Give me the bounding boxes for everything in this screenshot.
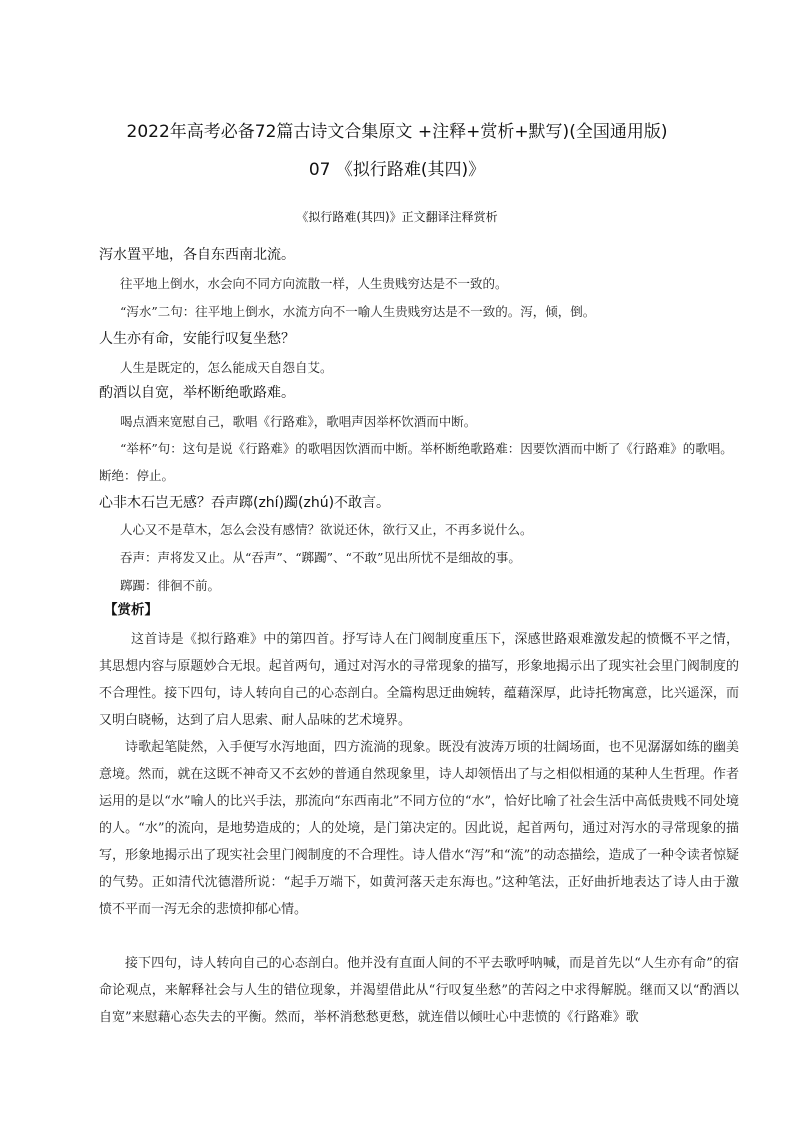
analysis-paragraph: 接下四句，诗人转向自己的心态剖白。他并没有直面人间的不平去歌呼呐喊，而是首先以“人生亦有命”的宿命论观点，来解释社会与人生的错位现象，并渴望借此从“行叹复坐愁”的苦闷之中求得解脱。继而又以“酌酒以自宽”来慰藉心态失去的平衡。然而，举杯消愁愁更愁，就连借以倾吐心中悲愤的《行路难》歌: [99, 956, 739, 1025]
poem-line: 酌酒以自宽，举杯断绝歌路难。: [99, 385, 295, 401]
document-title: 2022年高考必备72篇古诗文合集原文 +注释+赏析+默写)(全国通用版): [126, 122, 668, 142]
annotation-note: “举杯”句：这句是说《行路难》的歌唱因饮酒而中断。举杯断绝歌路难：因要饮酒而中断了《行路难》的歌唱。断绝：停止。: [99, 441, 733, 483]
translation-note: 喝点酒来宽慰自己，歌唱《行路难》，歌唱声因举杯饮酒而中断。: [120, 414, 477, 429]
analysis-paragraph: 这首诗是《拟行路难》中的第四首。抒写诗人在门阀制度重压下，深感世路艰难激发起的愤慨不平之情，其思想内容与原题妙合无垠。起首两句，通过对泻水的寻常现象的描写，形象地揭示出了现实社会里门阀制度的不合理性。接下四句，诗人转向自己的心态剖白。全篇构思迂曲婉转，蕴藉深厚，此诗托物寓意，比兴遥深，而又明白晓畅，达到了启人思索、耐人品味的艺术境界。: [99, 632, 739, 728]
poem-line: 心非木石岂无感？吞声踯(zhí)躅(zhú)不敢言。: [99, 495, 391, 511]
annotation-note: 吞声：声将发又止。从“吞声”、“踯躅”、“不敢”见出所忧不是细故的事。: [120, 550, 521, 565]
poem-line: 泻水置平地，各自东西南北流。: [99, 247, 295, 263]
poem-line: 人生亦有命，安能行叹复坐愁？: [99, 331, 295, 347]
analysis-paragraph: 诗歌起笔陡然，入手便写水泻地面，四方流淌的现象。既没有波涛万顷的壮阔场面，也不见潺潺如练的幽美意境。然而，就在这既不神奇又不玄妙的普通自然现象里，诗人却领悟出了与之相似相通的某种人生哲理。作者运用的是以“水”喻人的比兴手法，那流向“东西南北”不同方位的“水”，恰好比喻了社会生活中高低贵贱不同处境的人。“水”的流向，是地势造成的；人的处境，是门第决定的。因此说，起首两句，通过对泻水的寻常现象的描写，形象地揭示出了现实社会里门阀制度的不合理性。诗人借水“泻”和“流”的动态描绘，造成了一种令读者惊疑的气势。正如清代沈德潜所说：“起手万端下，如黄河落天走东海也。”这种笔法，正好曲折地表达了诗人由于激愤不平而一泻无余的悲愤抑郁心情。: [99, 740, 739, 917]
translation-note: 人心又不是草木，怎么会没有感情？欲说还休，欲行又止，不再多说什么。: [120, 522, 533, 537]
section-subtitle: 《拟行路难(其四)》正文翻译注释赏析: [296, 210, 498, 224]
translation-note: 人生是既定的，怎么能成天自怨自艾。: [120, 360, 333, 375]
analysis-heading: 【赏析】: [104, 602, 158, 618]
translation-note: 往平地上倒水，水会向不同方向流散一样，人生贵贱穷达是不一致的。: [120, 276, 508, 291]
poem-title: 07 《拟行路难(其四)》: [308, 160, 486, 180]
annotation-note: “泻水”二句：往平地上倒水，水流方向不一喻人生贵贱穷达是不一致的。泻，倾，倒。: [120, 304, 596, 319]
annotation-note: 踯躅：徘徊不前。: [120, 578, 221, 593]
